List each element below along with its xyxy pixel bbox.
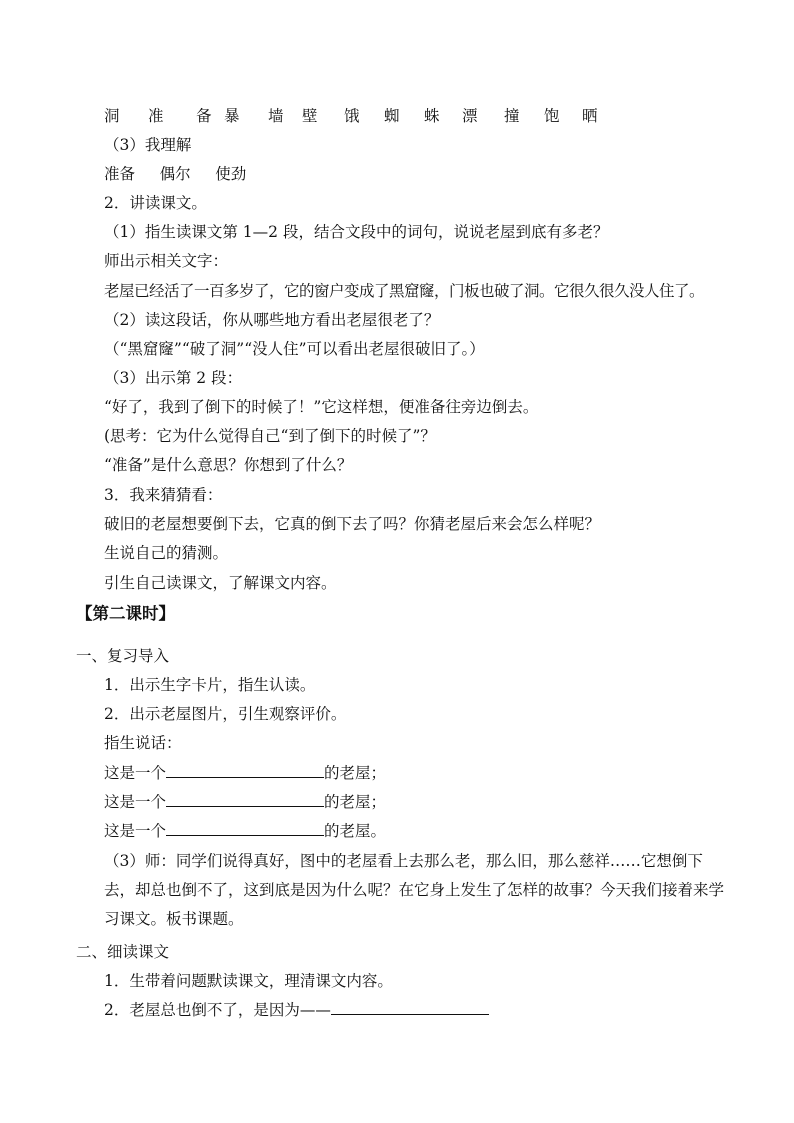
char: 备 [196, 107, 212, 125]
fill-blank-line [104, 792, 386, 812]
detail-item-with-blank [104, 1000, 489, 1020]
fill-prefix: 这是一个 [104, 822, 167, 840]
text-line: 老屋已经活了一百多岁了，它的窗户变成了黑窟窿，门板也破了洞。它很久很久没人住了。 [104, 282, 705, 300]
detail-heading: 二、细读课文 [76, 943, 170, 961]
section-title-second-lesson: 【第二课时】 [76, 604, 175, 623]
blank-underline [166, 763, 324, 778]
fill-prefix: 这是一个 [104, 793, 167, 811]
fill-suffix: 的老屋； [324, 764, 387, 782]
text-line: 师出示相关文字： [104, 252, 229, 270]
detail-item-text: 2．老屋总也倒不了，是因为—— [104, 1001, 331, 1019]
text-line: “好了，我到了倒下的时候了！”它这样想，便准备往旁边倒去。 [104, 398, 539, 416]
char: 暴 [224, 107, 240, 125]
char: 洞 [104, 107, 120, 125]
review-heading: 一、复习导入 [76, 647, 170, 665]
fill-prefix: 这是一个 [104, 764, 167, 782]
char: 准 [148, 107, 164, 125]
detail-item: 1．生带着问题默读课文，理清课文内容。 [104, 972, 393, 990]
text-line: 引生自己读课文，了解课文内容。 [104, 574, 337, 592]
text-line: (思考：它为什么觉得自己“到了倒下的时候了”？ [104, 427, 436, 445]
char: 蛛 [424, 107, 440, 125]
blank-underline [166, 821, 324, 836]
text-line: （1）指生读课文第 1—2 段，结合文段中的词句，说说老屋到底有多老？ [104, 223, 609, 241]
char: 漂 [462, 107, 478, 125]
speak-prompt: 指生说话： [104, 734, 182, 752]
char: 壁 [302, 107, 318, 125]
text-line: （2）读这段话，你从哪些地方看出老屋很老了？ [104, 311, 440, 329]
char: 饱 [544, 107, 560, 125]
text-line: （3）出示第 2 段： [104, 369, 243, 387]
char: 饿 [344, 107, 360, 125]
review-item: 2．出示老屋图片，引生观察评价。 [104, 705, 347, 723]
text-line: 2．讲读课文。 [104, 194, 207, 212]
understand-words: 准备 偶尔 使劲 [104, 165, 247, 183]
fill-suffix: 的老屋。 [324, 822, 387, 840]
text-line: （“黑窟窿”“破了洞”“没人住”可以看出老屋很破旧了。） [104, 340, 485, 358]
text-line: 3．我来猜猜看： [104, 486, 223, 504]
fill-suffix: 的老屋； [324, 793, 387, 811]
review-item: 1．出示生字卡片，指生认读。 [104, 676, 316, 694]
teacher-paragraph-text: （3）师：同学们说得真好，图中的老屋看上去那么老，那么旧，那么慈祥……它想倒下去，却总也倒不了，这到底是因为什么呢？在它身上发生了怎样的故事？今天我们接着来学习课文。板书课题。 [104, 852, 725, 928]
text-line: 生说自己的猜测。 [104, 544, 229, 562]
char: 晒 [582, 107, 598, 125]
char: 墙 [268, 107, 284, 125]
blank-underline [166, 792, 324, 807]
char: 撞 [504, 107, 520, 125]
fill-blank-line [104, 821, 386, 841]
fill-blank-line [104, 763, 386, 783]
char: 蜘 [384, 107, 400, 125]
understand-heading: （3）我理解 [104, 136, 192, 154]
new-characters-row [104, 106, 604, 126]
teacher-paragraph [104, 847, 726, 934]
blank-underline [331, 1000, 489, 1015]
text-line: “准备”是什么意思？你想到了什么？ [104, 456, 353, 474]
text-line: 破旧的老屋想要倒下去，它真的倒下去了吗？你猜老屋后来会怎么样呢？ [104, 515, 601, 533]
